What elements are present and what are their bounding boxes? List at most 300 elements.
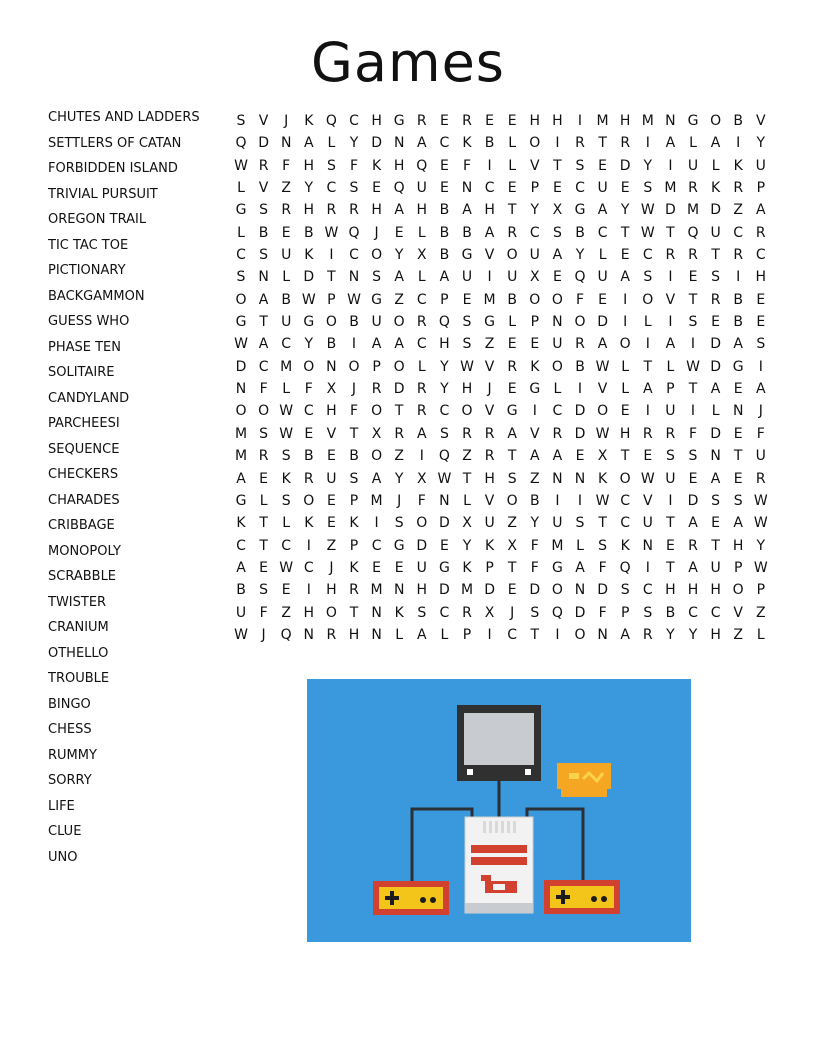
- grid-letter: A: [236, 559, 246, 576]
- grid-letter: R: [462, 604, 472, 621]
- grid-letter: A: [643, 381, 653, 398]
- grid-letter: C: [439, 403, 450, 420]
- grid-letter: E: [598, 291, 608, 308]
- grid-letter: B: [303, 448, 314, 465]
- grid-letter: I: [645, 403, 650, 420]
- grid-letter: O: [371, 448, 383, 465]
- grid-letter: T: [620, 448, 630, 465]
- grid-letter: Z: [733, 202, 743, 219]
- grid-letter: A: [371, 470, 382, 487]
- grid-letter: M: [483, 291, 496, 308]
- grid-letter: W: [279, 403, 294, 420]
- grid-letter: W: [753, 559, 768, 576]
- grid-letter: O: [506, 492, 518, 509]
- grid-letter: D: [393, 381, 405, 398]
- grid-letter: E: [485, 113, 495, 129]
- grid-letter: S: [281, 448, 291, 465]
- grid-row: [230, 179, 770, 201]
- grid-letter: C: [688, 604, 698, 621]
- grid-letter: T: [666, 559, 675, 576]
- grid-letter: E: [304, 425, 314, 442]
- grid-letter: I: [577, 113, 583, 129]
- grid-letter: W: [234, 336, 248, 353]
- grid-row: [230, 447, 770, 469]
- grid-letter: C: [281, 336, 292, 353]
- grid-letter: T: [666, 515, 675, 532]
- grid-letter: V: [326, 425, 337, 442]
- grid-row: [230, 268, 770, 290]
- grid-letter: R: [642, 425, 653, 442]
- grid-letter: T: [711, 537, 720, 554]
- grid-letter: E: [281, 224, 291, 241]
- grid-letter: O: [574, 314, 586, 331]
- grid-letter: E: [394, 224, 404, 241]
- grid-letter: V: [484, 358, 495, 375]
- grid-letter: O: [506, 247, 518, 264]
- grid-letter: L: [395, 626, 404, 643]
- grid-letter: A: [665, 135, 676, 152]
- grid-letter: S: [349, 180, 359, 197]
- grid-letter: W: [460, 358, 474, 375]
- grid-letter: O: [325, 314, 337, 331]
- grid-letter: F: [530, 537, 539, 554]
- grid-letter: C: [733, 224, 744, 241]
- grid-letter: B: [326, 336, 337, 353]
- grid-letter: H: [326, 582, 337, 599]
- grid-letter: J: [487, 381, 492, 398]
- grid-letter: H: [710, 582, 721, 599]
- grid-letter: L: [643, 314, 652, 331]
- grid-row: [230, 246, 770, 268]
- grid-letter: S: [349, 470, 359, 487]
- grid-letter: P: [440, 291, 449, 308]
- grid-letter: E: [552, 269, 562, 286]
- grid-letter: Y: [666, 626, 675, 643]
- word-list-item: TRIVIAL PURSUIT: [48, 186, 158, 202]
- grid-letter: A: [394, 336, 404, 353]
- grid-letter: B: [439, 202, 450, 219]
- grid-letter: H: [484, 202, 495, 219]
- grid-letter: I: [736, 135, 741, 152]
- grid-row: [230, 604, 770, 626]
- grid-letter: M: [664, 180, 677, 197]
- grid-letter: E: [394, 559, 404, 576]
- grid-letter: C: [642, 247, 653, 264]
- grid-letter: C: [303, 559, 314, 576]
- grid-letter: O: [551, 582, 563, 599]
- grid-letter: O: [371, 403, 383, 420]
- grid-letter: Q: [438, 314, 450, 331]
- grid-letter: M: [280, 358, 293, 375]
- grid-letter: O: [348, 358, 360, 375]
- grid-letter: K: [281, 470, 291, 487]
- grid-letter: B: [529, 492, 540, 509]
- grid-letter: W: [595, 425, 610, 442]
- grid-letter: S: [756, 336, 766, 353]
- grid-letter: H: [416, 582, 428, 599]
- grid-letter: F: [530, 559, 539, 576]
- grid-letter: H: [665, 582, 676, 599]
- grid-letter: B: [258, 224, 269, 241]
- grid-letter: B: [733, 291, 743, 308]
- grid-letter: C: [416, 336, 427, 353]
- grid-letter: V: [530, 425, 540, 442]
- grid-letter: S: [439, 425, 449, 442]
- grid-letter: L: [417, 224, 426, 241]
- grid-letter: O: [371, 247, 383, 264]
- grid-letter: H: [619, 425, 631, 442]
- grid-letter: R: [416, 403, 427, 420]
- grid-letter: Y: [756, 135, 766, 152]
- grid-letter: M: [460, 582, 474, 599]
- grid-row: [230, 380, 770, 402]
- grid-letter: H: [484, 470, 495, 487]
- grid-letter: Y: [304, 180, 314, 197]
- grid-letter: X: [417, 247, 427, 264]
- grid-letter: K: [530, 358, 540, 375]
- grid-letter: L: [463, 492, 471, 509]
- grid-letter: J: [261, 626, 266, 643]
- grid-letter: G: [393, 113, 405, 129]
- grid-letter: H: [326, 403, 337, 420]
- grid-letter: H: [755, 269, 767, 286]
- grid-letter: E: [711, 515, 721, 532]
- grid-letter: C: [349, 247, 359, 264]
- grid-letter: Y: [530, 202, 540, 219]
- grid-letter: Y: [620, 202, 630, 219]
- grid-letter: N: [439, 492, 450, 509]
- gamepad-left-icon: [373, 881, 449, 915]
- grid-letter: E: [643, 448, 653, 465]
- grid-letter: E: [507, 113, 517, 129]
- grid-letter: L: [282, 269, 291, 286]
- grid-letter: M: [641, 113, 654, 129]
- grid-letter: K: [304, 113, 314, 129]
- grid-letter: M: [551, 537, 564, 554]
- word-list-item: GUESS WHO: [48, 314, 130, 329]
- grid-letter: B: [236, 582, 246, 599]
- grid-letter: R: [665, 247, 676, 264]
- grid-letter: U: [235, 604, 247, 621]
- grid-letter: A: [733, 336, 743, 353]
- grid-letter: X: [326, 381, 337, 398]
- grid-letter: N: [303, 626, 315, 643]
- grid-letter: R: [507, 224, 518, 241]
- grid-letter: Q: [416, 157, 428, 174]
- grid-letter: E: [259, 559, 269, 576]
- grid-letter: A: [756, 202, 766, 219]
- grid-row: [230, 425, 770, 447]
- grid-letter: S: [688, 314, 698, 331]
- grid-letter: E: [326, 492, 336, 509]
- grid-letter: S: [507, 470, 517, 487]
- grid-letter: I: [487, 626, 492, 643]
- grid-letter: G: [484, 314, 496, 331]
- grid-letter: B: [349, 314, 359, 331]
- console-icon: [465, 817, 533, 913]
- grid-letter: U: [755, 157, 766, 174]
- grid-letter: A: [530, 448, 540, 465]
- grid-letter: W: [753, 515, 768, 532]
- grid-letter: I: [374, 515, 379, 532]
- grid-letter: F: [417, 492, 426, 509]
- grid-letter: E: [620, 180, 630, 197]
- grid-letter: E: [259, 470, 269, 487]
- grid-letter: Z: [733, 626, 743, 643]
- grid-letter: Q: [235, 135, 247, 152]
- grid-letter: F: [756, 425, 765, 442]
- grid-letter: G: [461, 247, 473, 264]
- grid-letter: N: [574, 582, 586, 599]
- grid-letter: K: [349, 515, 359, 532]
- grid-letter: D: [710, 425, 721, 442]
- grid-letter: R: [507, 358, 518, 375]
- grid-letter: G: [235, 314, 247, 331]
- word-list-item: CRANIUM: [48, 620, 109, 635]
- grid-letter: D: [439, 515, 450, 532]
- word-list-item: RUMMY: [48, 747, 97, 763]
- grid-letter: V: [484, 247, 495, 264]
- grid-letter: W: [595, 492, 610, 509]
- grid-letter: U: [687, 157, 699, 174]
- grid-letter: T: [349, 425, 359, 442]
- grid-letter: W: [640, 470, 655, 487]
- grid-letter: W: [301, 291, 316, 308]
- grid-letter: W: [640, 202, 655, 219]
- grid-letter: A: [394, 269, 404, 286]
- grid-letter: N: [642, 537, 654, 554]
- grid-letter: T: [733, 448, 743, 465]
- grid-letter: T: [598, 515, 607, 532]
- grid-letter: S: [372, 269, 382, 286]
- grid-letter: A: [620, 269, 630, 286]
- grid-letter: Q: [574, 269, 586, 286]
- grid-row: [230, 581, 770, 603]
- grid-letter: H: [461, 381, 473, 398]
- grid-letter: S: [643, 180, 653, 197]
- grid-letter: Z: [326, 537, 337, 554]
- grid-letter: O: [303, 492, 315, 509]
- grid-letter: R: [688, 247, 698, 264]
- grid-letter: P: [733, 559, 743, 576]
- grid-letter: S: [620, 582, 630, 599]
- grid-letter: L: [508, 314, 517, 331]
- grid-letter: U: [461, 269, 473, 286]
- grid-letter: E: [439, 113, 449, 129]
- grid-letter: C: [236, 247, 246, 264]
- grid-letter: R: [394, 425, 405, 442]
- grid-letter: K: [620, 537, 630, 554]
- grid-letter: A: [710, 381, 721, 398]
- grid-letter: G: [235, 202, 247, 219]
- grid-letter: R: [326, 626, 337, 643]
- word-list-item: LIFE: [48, 798, 75, 814]
- grid-letter: U: [755, 448, 766, 465]
- word-list-item: OREGON TRAIL: [48, 212, 147, 227]
- grid-letter: P: [462, 626, 472, 643]
- grid-letter: O: [416, 515, 428, 532]
- grid-letter: H: [303, 157, 315, 174]
- grid-letter: O: [710, 113, 722, 129]
- grid-letter: T: [462, 470, 472, 487]
- grid-letter: N: [552, 314, 563, 331]
- grid-letter: B: [484, 135, 495, 152]
- grid-letter: H: [371, 113, 382, 129]
- grid-letter: A: [688, 559, 698, 576]
- grid-letter: I: [555, 492, 560, 509]
- grid-letter: A: [371, 336, 382, 353]
- grid-letter: S: [259, 247, 269, 264]
- grid-letter: R: [462, 425, 472, 442]
- grid-letter: U: [416, 180, 427, 197]
- grid-letter: P: [530, 314, 540, 331]
- grid-letter: E: [507, 381, 517, 398]
- grid-letter: L: [711, 157, 720, 174]
- grid-letter: U: [552, 336, 563, 353]
- grid-row: [230, 112, 770, 134]
- grid-letter: I: [487, 157, 492, 174]
- grid-letter: W: [753, 492, 768, 509]
- grid-letter: L: [689, 135, 697, 152]
- grid-letter: A: [258, 336, 269, 353]
- word-list-item: SORRY: [48, 773, 92, 788]
- grid-letter: R: [258, 157, 269, 174]
- grid-letter: X: [530, 269, 540, 286]
- grid-letter: E: [711, 314, 721, 331]
- grid-letter: I: [690, 403, 696, 420]
- grid-row: [230, 470, 770, 492]
- grid-letter: J: [397, 492, 402, 509]
- grid-letter: U: [665, 470, 676, 487]
- grid-letter: U: [371, 314, 382, 331]
- grid-letter: L: [508, 157, 517, 174]
- grid-letter: W: [279, 425, 294, 442]
- grid-letter: S: [281, 492, 291, 509]
- grid-letter: N: [371, 626, 382, 643]
- grid-letter: F: [462, 157, 472, 174]
- grid-letter: A: [304, 135, 314, 152]
- grid-letter: C: [439, 135, 450, 152]
- grid-letter: O: [303, 358, 315, 375]
- grid-letter: E: [733, 381, 743, 398]
- tv-icon: [457, 705, 541, 781]
- grid-letter: T: [327, 269, 336, 286]
- grid-letter: S: [462, 314, 472, 331]
- grid-letter: E: [326, 515, 336, 532]
- grid-letter: L: [666, 358, 675, 375]
- grid-letter: B: [575, 358, 585, 375]
- grid-letter: O: [235, 291, 247, 308]
- grid-letter: R: [688, 180, 698, 197]
- grid-letter: D: [619, 157, 631, 174]
- grid-letter: G: [371, 291, 383, 308]
- grid-letter: K: [304, 247, 314, 264]
- word-list-item: FORBIDDEN ISLAND: [48, 161, 178, 176]
- word-list-item: CHESS: [48, 722, 92, 737]
- grid-letter: C: [303, 403, 314, 420]
- grid-letter: Q: [348, 224, 360, 241]
- grid-letter: D: [258, 135, 269, 152]
- grid-letter: T: [643, 358, 653, 375]
- grid-letter: E: [620, 247, 630, 264]
- grid-letter: Y: [349, 135, 359, 152]
- grid-letter: S: [688, 448, 698, 465]
- grid-letter: W: [234, 157, 248, 174]
- grid-letter: E: [530, 336, 540, 353]
- grid-letter: Y: [756, 537, 766, 554]
- grid-letter: R: [575, 336, 585, 353]
- grid-letter: T: [259, 537, 268, 554]
- grid-letter: F: [259, 381, 268, 398]
- grid-letter: H: [303, 202, 315, 219]
- grid-letter: R: [620, 135, 631, 152]
- grid-letter: V: [258, 180, 269, 197]
- grid-letter: N: [732, 403, 744, 420]
- grid-letter: W: [324, 224, 339, 241]
- grid-letter: S: [711, 492, 721, 509]
- grid-letter: C: [529, 224, 540, 241]
- grid-letter: K: [304, 515, 314, 532]
- grid-letter: O: [529, 135, 541, 152]
- grid-letter: A: [507, 425, 517, 442]
- grid-letter: R: [462, 113, 472, 129]
- grid-letter: S: [711, 269, 721, 286]
- grid-letter: C: [236, 537, 246, 554]
- grid-letter: O: [325, 604, 337, 621]
- grid-letter: G: [551, 559, 563, 576]
- grid-letter: T: [620, 224, 630, 241]
- grid-letter: H: [710, 626, 721, 643]
- cartridge-icon: [557, 763, 611, 797]
- grid-letter: B: [665, 604, 676, 621]
- word-list-item: TWISTER: [48, 594, 107, 610]
- grid-letter: L: [553, 381, 562, 398]
- grid-letter: D: [439, 582, 450, 599]
- grid-letter: U: [484, 515, 495, 532]
- word-list-item: SEQUENCE: [48, 441, 120, 457]
- grid-letter: I: [555, 135, 560, 152]
- word-list-item: CLUE: [48, 824, 82, 839]
- grid-letter: E: [281, 582, 291, 599]
- grid-letter: W: [640, 224, 655, 241]
- grid-letter: X: [462, 515, 472, 532]
- grid-letter: R: [416, 113, 427, 129]
- grid-letter: S: [394, 515, 404, 532]
- grid-letter: A: [756, 381, 766, 398]
- grid-letter: U: [710, 224, 721, 241]
- grid-letter: T: [349, 604, 359, 621]
- grid-letter: I: [690, 336, 696, 353]
- grid-letter: I: [306, 537, 311, 554]
- grid-letter: N: [393, 582, 405, 599]
- grid-letter: E: [552, 180, 562, 197]
- grid-letter: C: [642, 582, 653, 599]
- grid-letter: N: [348, 269, 360, 286]
- letter-grid: [230, 112, 770, 648]
- grid-letter: A: [439, 269, 450, 286]
- grid-letter: W: [437, 470, 452, 487]
- page-title: Games: [311, 31, 505, 94]
- grid-letter: T: [259, 314, 268, 331]
- grid-letter: W: [686, 358, 700, 375]
- grid-letter: D: [687, 492, 699, 509]
- grid-letter: Q: [280, 626, 292, 643]
- grid-letter: I: [668, 492, 673, 509]
- grid-row: [230, 335, 770, 357]
- grid-letter: G: [235, 492, 247, 509]
- grid-letter: J: [758, 403, 763, 420]
- grid-letter: I: [736, 269, 741, 286]
